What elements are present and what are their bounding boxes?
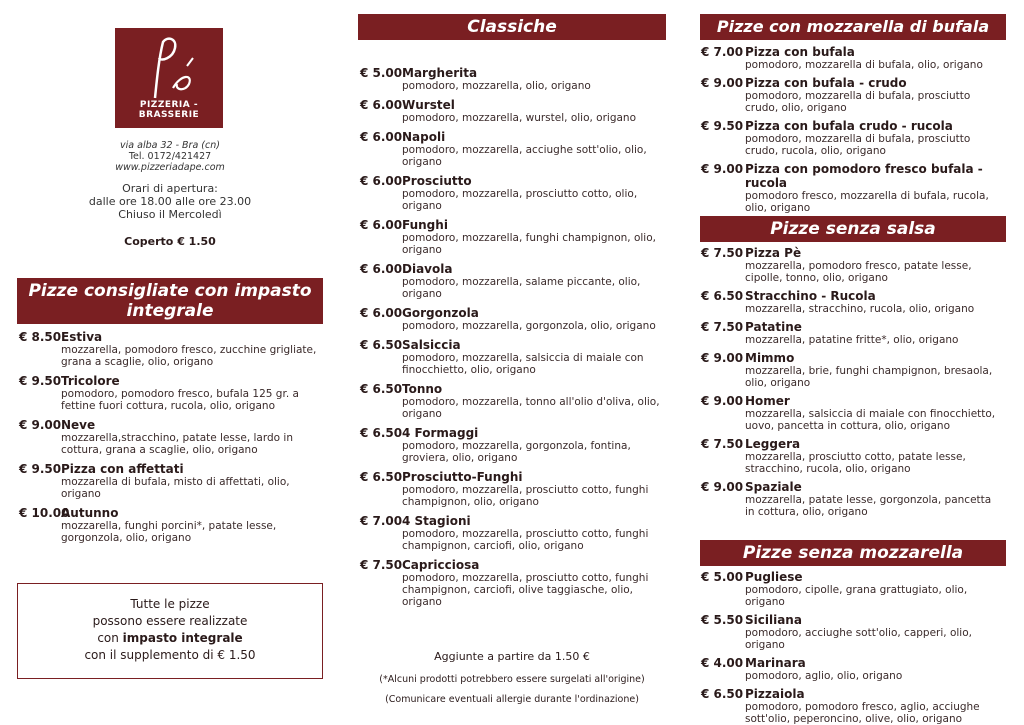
item-desc: pomodoro, mozzarella di bufala, prosciutto crudo, olio, origano xyxy=(745,90,971,114)
item-price: € 6.50 xyxy=(360,426,403,440)
item-desc: pomodoro, mozzarella, olio, origano xyxy=(402,80,591,92)
list-item xyxy=(701,437,1001,475)
item-price: € 7.50 xyxy=(701,437,744,451)
contact-block xyxy=(0,140,340,173)
item-name: Pizza con bufala crudo - rucola xyxy=(745,119,953,133)
item-desc: pomodoro, pomodoro fresco, aglio, acciughe sott'olio, peperoncino, olive, olio, origano xyxy=(745,701,980,725)
hours-title: Orari di apertura: xyxy=(122,182,218,195)
item-desc: pomodoro, mozzarella, salsiccia di maiale con finocchietto, olio, origano xyxy=(402,352,644,376)
item-price: € 7.50 xyxy=(701,246,744,260)
item-name: Patatine xyxy=(745,320,802,334)
integrale-title-line2: integrale xyxy=(126,301,214,321)
integrale-list xyxy=(19,330,324,550)
item-name: Diavola xyxy=(402,262,453,276)
item-desc: mozzarella, salsiccia di maiale con finocchietto, uovo, pancetta in cottura, olio, origano xyxy=(745,408,996,432)
list-item xyxy=(701,246,1001,284)
item-price: € 6.00 xyxy=(360,262,403,276)
list-item xyxy=(360,262,660,300)
item-price: € 8.50 xyxy=(19,330,62,344)
list-item xyxy=(360,218,660,256)
item-name: Marinara xyxy=(745,656,806,670)
box-line4: con il supplemento di € 1.50 xyxy=(84,648,256,662)
item-price: € 6.00 xyxy=(360,306,403,320)
item-price: € 6.50 xyxy=(360,338,403,352)
item-name: Pizza Pè xyxy=(745,246,802,260)
item-name: Funghi xyxy=(402,218,448,232)
hours-line: dalle ore 18.00 alle ore 23.00 xyxy=(88,195,252,208)
item-desc: pomodoro, mozzarella di bufala, olio, origano xyxy=(745,59,983,71)
item-desc: pomodoro, mozzarella, funghi champignon, olio, origano xyxy=(402,232,656,256)
item-desc: pomodoro, mozzarella di bufala, prosciutto crudo, rucola, olio, origano xyxy=(745,133,971,157)
item-desc: mozzarella, patatine fritte*, olio, origano xyxy=(745,334,959,346)
list-item xyxy=(360,338,660,376)
item-desc: pomodoro, aglio, olio, origano xyxy=(745,670,903,682)
box-line3 xyxy=(18,630,322,647)
item-desc: mozzarella, prosciutto cotto, patate lesse, stracchino, rucola, olio, origano xyxy=(745,451,966,475)
item-name: Napoli xyxy=(402,130,446,144)
logo xyxy=(115,28,223,128)
list-item xyxy=(701,613,1001,651)
senza-salsa-banner: Pizze senza salsa xyxy=(700,216,1006,242)
classiche-banner: Classiche xyxy=(358,14,666,40)
list-item xyxy=(701,119,1001,157)
list-item xyxy=(19,462,324,500)
classiche-list xyxy=(360,66,660,614)
list-item xyxy=(360,470,660,508)
item-price: € 6.50 xyxy=(701,687,744,701)
item-desc: mozzarella, brie, funghi champignon, bresaola, olio, origano xyxy=(745,365,993,389)
list-item xyxy=(701,320,1001,346)
item-name: Spaziale xyxy=(745,480,802,494)
list-item xyxy=(701,76,1001,114)
list-item xyxy=(19,330,324,368)
closed-day: Chiuso il Mercoledì xyxy=(118,208,222,221)
item-price: € 9.50 xyxy=(19,374,62,388)
item-desc: pomodoro, mozzarella, tonno all'olio d'oliva, olio, origano xyxy=(402,396,660,420)
item-desc: mozzarella,stracchino, patate lesse, lardo in cottura, grana a scaglie, olio, origano xyxy=(61,432,293,456)
senza-mozzarella-list xyxy=(701,570,1001,725)
item-desc: pomodoro, cipolle, grana grattugiato, olio, origano xyxy=(745,584,968,608)
item-name: Margherita xyxy=(402,66,478,80)
item-name: Homer xyxy=(745,394,790,408)
item-price: € 7.50 xyxy=(701,320,744,334)
list-item xyxy=(360,558,660,608)
list-item xyxy=(701,394,1001,432)
list-item xyxy=(701,570,1001,608)
item-name: Pugliese xyxy=(745,570,803,584)
list-item xyxy=(360,66,660,92)
item-desc: pomodoro, mozzarella, acciughe sott'olio, olio, origano xyxy=(402,144,647,168)
item-name: Wurstel xyxy=(402,98,455,112)
box-line1: Tutte le pizze xyxy=(130,597,210,611)
list-item xyxy=(360,130,660,168)
item-price: € 9.50 xyxy=(19,462,62,476)
item-desc: mozzarella, patate lesse, gorgonzola, pancetta in cottura, olio, origano xyxy=(745,494,992,518)
item-name: Prosciutto-Funghi xyxy=(402,470,523,484)
list-item xyxy=(701,289,1001,315)
list-item xyxy=(360,306,660,332)
item-name: 4 Stagioni xyxy=(402,514,471,528)
item-desc: mozzarella, funghi porcini*, patate lesse, gorgonzola, olio, origano xyxy=(61,520,277,544)
integrale-banner xyxy=(17,278,323,324)
item-desc: mozzarella, stracchino, rucola, olio, origano xyxy=(745,303,975,315)
hours-block xyxy=(0,182,340,221)
bufala-banner: Pizze con mozzarella di bufala xyxy=(700,14,1006,40)
list-item xyxy=(360,426,660,464)
list-item xyxy=(360,514,660,552)
item-name: Siciliana xyxy=(745,613,802,627)
website: www.pizzeriadape.com xyxy=(115,162,225,173)
integrale-info-box xyxy=(17,583,323,679)
item-desc: mozzarella, pomodoro fresco, patate lesse, cipolle, tonno, olio, origano xyxy=(745,260,972,284)
item-desc: pomodoro, mozzarella, prosciutto cotto, funghi champignon, olio, origano xyxy=(402,484,649,508)
address: via alba 32 - Bra (cn) xyxy=(120,140,220,151)
aggiunte: Aggiunte a partire da 1.50 € xyxy=(434,650,590,663)
senza-mozzarella-banner: Pizze senza mozzarella xyxy=(700,540,1006,566)
item-price: € 10.00 xyxy=(19,506,70,520)
item-name: Capricciosa xyxy=(402,558,480,572)
list-item xyxy=(701,351,1001,389)
list-item xyxy=(360,98,660,124)
item-price: € 6.00 xyxy=(360,174,403,188)
item-price: € 5.50 xyxy=(701,613,744,627)
item-desc: pomodoro, mozzarella, prosciutto cotto, funghi champignon, carciofi, olio, origano xyxy=(402,528,649,552)
list-item xyxy=(701,656,1001,682)
item-desc: mozzarella di bufala, misto di affettati, olio, origano xyxy=(61,476,290,500)
item-desc: pomodoro, mozzarella, prosciutto cotto, funghi champignon, carciofi, olive taggiasche, olio, origano xyxy=(402,572,649,608)
item-price: € 5.00 xyxy=(360,66,403,80)
integrale-title-line1: Pizze consigliate con impasto xyxy=(28,281,312,301)
item-price: € 6.50 xyxy=(360,382,403,396)
item-price: € 4.00 xyxy=(701,656,744,670)
coperto: Coperto € 1.50 xyxy=(124,235,216,248)
item-name: Neve xyxy=(61,418,96,432)
item-price: € 9.00 xyxy=(701,76,744,90)
item-price: € 9.00 xyxy=(19,418,62,432)
item-name: Prosciutto xyxy=(402,174,472,188)
list-item xyxy=(19,506,324,544)
item-desc: pomodoro, mozzarella, gorgonzola, olio, origano xyxy=(402,320,656,332)
item-price: € 6.00 xyxy=(360,130,403,144)
item-desc: pomodoro, mozzarella, wurstel, olio, origano xyxy=(402,112,637,124)
item-price: € 5.00 xyxy=(701,570,744,584)
item-desc: pomodoro, pomodoro fresco, bufala 125 gr. a fettine fuori cottura, rucola, olio, origano xyxy=(61,388,299,412)
senza-salsa-list xyxy=(701,246,1001,523)
phone: Tel. 0172/421427 xyxy=(128,151,212,162)
note-allergie: (Comunicare eventuali allergie durante l'ordinazione) xyxy=(385,694,639,705)
item-name: Stracchino - Rucola xyxy=(745,289,876,303)
item-desc: mozzarella, pomodoro fresco, zucchine grigliate, grana a scaglie, olio, origano xyxy=(61,344,317,368)
item-desc: pomodoro, mozzarella, prosciutto cotto, olio, origano xyxy=(402,188,638,212)
list-item xyxy=(701,162,1001,214)
note-surgelati: (*Alcuni prodotti potrebbero essere surgelati all'origine) xyxy=(379,674,645,685)
item-price: € 9.00 xyxy=(701,394,744,408)
item-name: Pizza con pomodoro fresco bufala - rucola xyxy=(745,162,983,190)
item-name: Estiva xyxy=(61,330,103,344)
item-price: € 6.50 xyxy=(701,289,744,303)
item-price: € 7.50 xyxy=(360,558,403,572)
item-desc: pomodoro fresco, mozzarella di bufala, rucola, olio, origano xyxy=(745,190,989,214)
list-item xyxy=(360,174,660,212)
item-name: Tricolore xyxy=(61,374,120,388)
bufala-list xyxy=(701,45,1001,219)
item-desc: pomodoro, mozzarella, gorgonzola, fontina, groviera, olio, origano xyxy=(402,440,631,464)
list-item xyxy=(701,45,1001,71)
item-name: Pizza con affettati xyxy=(61,462,184,476)
item-name: 4 Formaggi xyxy=(402,426,479,440)
box-line2: possono essere realizzate xyxy=(92,614,248,628)
item-name: Pizzaiola xyxy=(745,687,805,701)
item-desc: pomodoro, acciughe sott'olio, capperi, olio, origano xyxy=(745,627,972,651)
item-name: Leggera xyxy=(745,437,801,451)
item-price: € 9.50 xyxy=(701,119,744,133)
list-item xyxy=(360,382,660,420)
item-name: Pizza con bufala - crudo xyxy=(745,76,907,90)
item-name: Pizza con bufala xyxy=(745,45,855,59)
item-name: Mimmo xyxy=(745,351,795,365)
item-price: € 7.00 xyxy=(701,45,744,59)
item-desc: pomodoro, mozzarella, salame piccante, olio, origano xyxy=(402,276,641,300)
list-item xyxy=(19,418,324,456)
item-price: € 7.00 xyxy=(360,514,403,528)
list-item xyxy=(701,480,1001,518)
box-line3-prefix: con xyxy=(97,631,123,645)
item-price: € 6.00 xyxy=(360,218,403,232)
item-price: € 9.00 xyxy=(701,162,744,176)
item-price: € 9.00 xyxy=(701,480,744,494)
logo-text: PIZZERIA - BRASSERIE xyxy=(138,100,200,120)
item-price: € 9.00 xyxy=(701,351,744,365)
item-name: Salsiccia xyxy=(402,338,461,352)
item-price: € 6.00 xyxy=(360,98,403,112)
list-item xyxy=(19,374,324,412)
item-price: € 6.50 xyxy=(360,470,403,484)
item-name: Autunno xyxy=(61,506,119,520)
box-line3-bold: impasto integrale xyxy=(122,631,243,645)
item-name: Tonno xyxy=(402,382,443,396)
list-item xyxy=(701,687,1001,725)
item-name: Gorgonzola xyxy=(402,306,479,320)
